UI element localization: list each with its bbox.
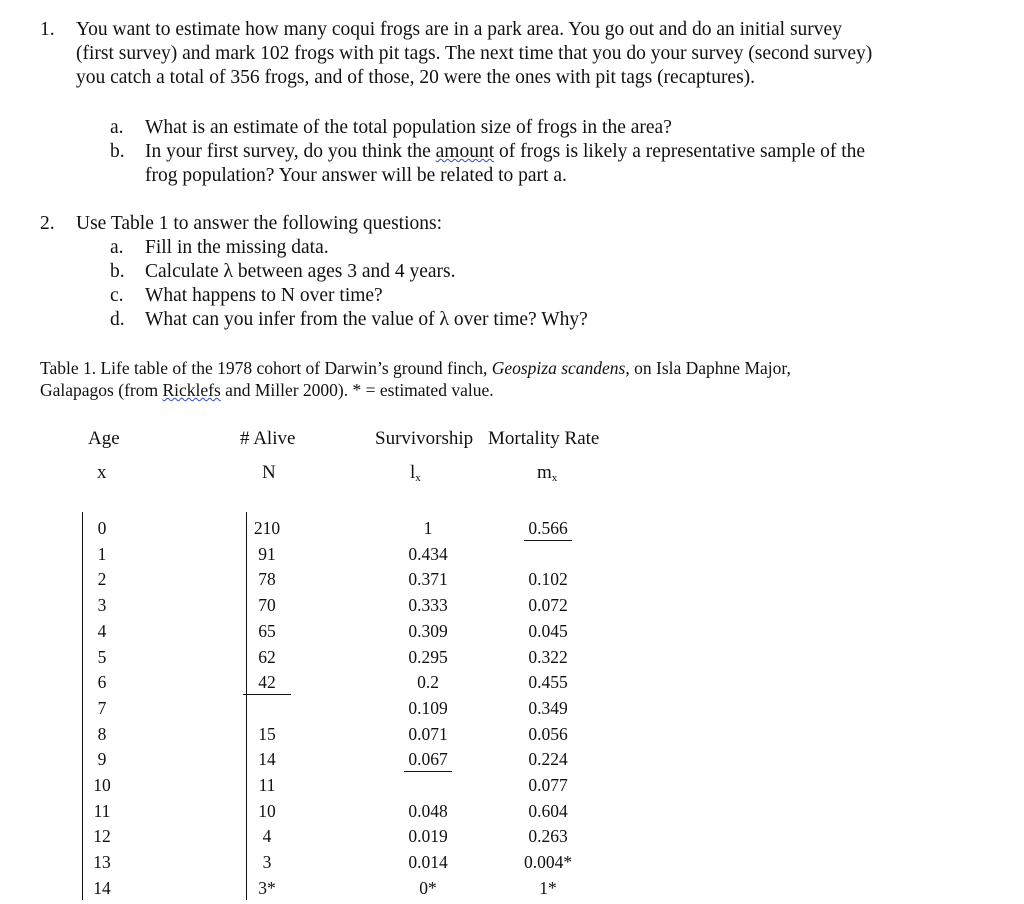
blank-cell-mortality[interactable] (524, 540, 572, 541)
q1b-letter: b. (110, 141, 125, 162)
q2b-text: Calculate λ between ages 3 and 4 years. (145, 261, 456, 282)
q2a-text: Fill in the missing data. (145, 237, 329, 258)
spellcheck-flag-ricklefs[interactable]: Ricklefs (162, 380, 221, 400)
q1-line-2: (first survey) and mark 102 frogs with pit tags. The next time that you do your survey (second survey) (76, 43, 873, 64)
symbol-survivorship (410, 462, 421, 489)
cell-age: 11 (93, 800, 111, 821)
cell-survivorship: 0.048 (408, 800, 448, 821)
cell-age: 9 (97, 749, 107, 770)
cell-age: 2 (97, 569, 107, 590)
cell-age: 4 (97, 620, 107, 641)
q1b-text-line-2: frog population? Your answer will be related to part a. (145, 165, 567, 186)
q2-number: 2. (40, 213, 55, 234)
cell-survivorship: 0.071 (408, 723, 448, 744)
q1-line-3: you catch a total of 356 frogs, and of those, 20 were the ones with pit tags (recaptures). (76, 67, 756, 88)
q2a-letter: a. (110, 237, 124, 258)
cell-survivorship: 0.109 (408, 697, 448, 718)
cell-age: 8 (97, 723, 107, 744)
cell-alive: 62 (258, 646, 276, 667)
cell-alive: 10 (258, 800, 276, 821)
cell-alive: 65 (258, 620, 276, 641)
cell-survivorship: 0.295 (408, 646, 448, 667)
caption-line2-post: and Miller 2000). * = estimated value. (220, 380, 494, 400)
cell-alive: 78 (258, 569, 276, 590)
cell-mortality: 1* (539, 877, 557, 898)
q1b-text-pre: In your first survey, do you think the (145, 141, 436, 162)
cell-age: 12 (93, 826, 111, 847)
symbol-mortality (537, 462, 557, 489)
cell-mortality: 0.045 (528, 620, 568, 641)
caption-text-post: , on Isla Daphne Major, (625, 358, 791, 378)
cell-age: 0 (97, 518, 107, 538)
cell-survivorship: 0.014 (408, 852, 448, 873)
cell-alive: 42 (258, 672, 276, 693)
cell-age: 7 (97, 697, 107, 718)
cell-age: 6 (97, 672, 107, 693)
cell-survivorship: 0.371 (408, 569, 448, 590)
q1-number: 1. (40, 19, 55, 40)
cell-age: 10 (93, 775, 111, 795)
caption-text-pre: Table 1. Life table of the 1978 cohort of Darwin’s ground finch, (40, 358, 492, 378)
cell-mortality: 0.322 (528, 646, 568, 667)
symbol-l-sub: x (415, 472, 421, 484)
cell-mortality: 0.349 (528, 697, 568, 718)
cell-mortality: 0.566 (528, 518, 568, 538)
q1b-text-post: of frogs is likely a representative sample of the (494, 141, 866, 162)
cell-alive: 15 (258, 723, 276, 744)
caption-species: Geospiza scandens (491, 358, 626, 378)
cell-survivorship: 0.019 (408, 826, 448, 847)
cell-age: 5 (97, 646, 107, 667)
cell-alive: 11 (258, 775, 276, 795)
q1b-text (145, 140, 865, 164)
header-survivorship: Survivorship (375, 428, 474, 449)
cell-mortality: 0.604 (528, 800, 568, 821)
cell-mortality: 0.077 (528, 775, 568, 795)
cell-mortality: 0.455 (528, 672, 568, 693)
cell-age: 3 (97, 595, 107, 616)
table-caption-line-1 (40, 357, 791, 379)
header-age: Age (88, 428, 120, 449)
symbol-l: l (410, 462, 416, 483)
cell-alive: 70 (258, 595, 276, 616)
blank-cell-alive[interactable] (243, 694, 291, 695)
header-alive: # Alive (240, 428, 296, 449)
blank-cell-survivorship[interactable] (404, 771, 452, 772)
cell-age: 14 (93, 877, 111, 898)
q1-line-1: You want to estimate how many coqui frogs are in a park area. You go out and do an initial survey (76, 19, 842, 40)
cell-survivorship: 0.2 (417, 672, 439, 693)
symbol-alive: N (262, 462, 276, 483)
cell-survivorship: 0.434 (408, 543, 448, 564)
cell-alive: 14 (258, 749, 276, 770)
cell-alive: 4 (262, 826, 272, 847)
cell-alive: 3 (262, 852, 272, 873)
q2-intro: Use Table 1 to answer the following questions: (76, 213, 443, 234)
spellcheck-flag-amount[interactable]: amount (435, 141, 495, 162)
q2c-letter: c. (110, 285, 124, 306)
symbol-m-sub: x (551, 472, 558, 484)
q2c-text: What happens to N over time? (145, 285, 383, 306)
cell-mortality: 0.263 (528, 826, 568, 847)
cell-alive: 210 (253, 518, 281, 538)
q2b-letter: b. (110, 261, 125, 282)
cell-survivorship: 0.067 (408, 749, 448, 770)
cell-mortality: 0.224 (528, 749, 568, 770)
q2d-text: What can you infer from the value of λ over time? Why? (145, 309, 588, 330)
table-caption-line-2 (40, 379, 494, 401)
cell-mortality: 0.072 (528, 595, 568, 616)
cell-survivorship: 0.309 (408, 620, 448, 641)
caption-line2-pre: Galapagos (from (40, 380, 163, 400)
q1a-text: What is an estimate of the total population size of frogs in the area? (145, 117, 672, 138)
cell-mortality: 0.004* (523, 852, 573, 873)
symbol-age: x (97, 462, 107, 483)
cell-mortality: 0.056 (528, 723, 568, 744)
cell-age: 13 (93, 852, 111, 873)
cell-mortality: 0.102 (528, 569, 568, 590)
cell-survivorship: 0.333 (408, 595, 448, 616)
cell-survivorship: 0* (419, 877, 437, 898)
cell-alive: 3* (258, 877, 276, 898)
header-mortality: Mortality Rate (488, 428, 600, 449)
cell-survivorship: 1 (423, 518, 433, 538)
q2d-letter: d. (110, 309, 125, 330)
cell-age: 1 (97, 543, 107, 564)
cell-alive: 91 (258, 543, 276, 564)
q1a-letter: a. (110, 117, 124, 138)
symbol-m: m (537, 462, 552, 483)
